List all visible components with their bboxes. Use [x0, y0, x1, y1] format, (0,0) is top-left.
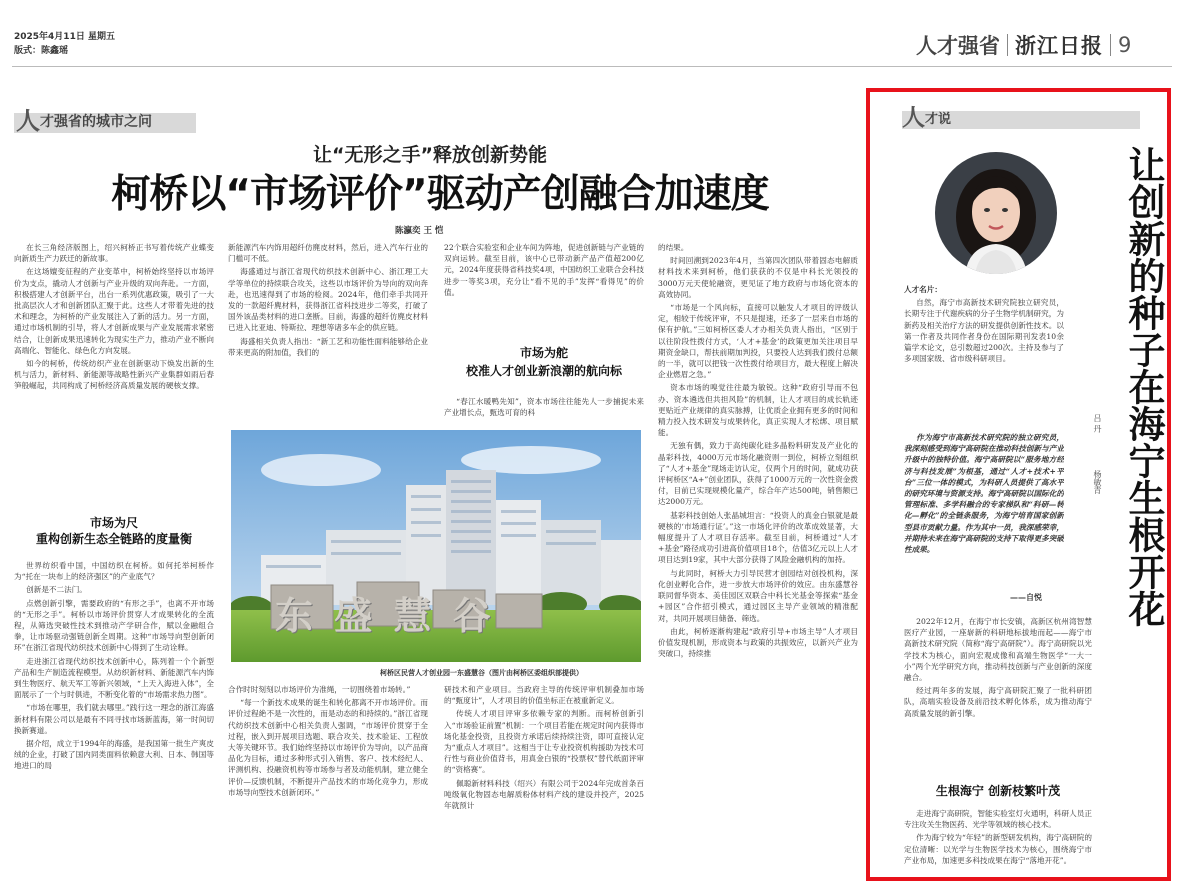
- paragraph: 佩聪新材料科技（绍兴）有限公司于2024年完成首条百吨级氧化物固态电解质粉体材料产线的建设并投产，2025年就预计: [444, 778, 644, 811]
- paragraph: 创新是不二法门。: [26, 585, 87, 595]
- right-body-1: [904, 616, 1092, 752]
- bio-block: [904, 284, 1064, 420]
- section-heading-1: 市场为尺: [89, 516, 138, 530]
- paragraph: 22个联合实验室和企业车间为阵地，促进创新链与产业链的双向运转。截至目前，该中心已带动新产品产值超200亿元，2024年度获得省科技奖4项，中国纺织工业联合会科技进步一等奖3项，充分让“看不见的手”发挥“看得见”的价值。: [444, 243, 644, 297]
- column-1-top: [14, 242, 214, 502]
- paragraph: 由此，柯桥逐渐构建起“政府引导+市场主导”人才项目价值发现机制，形成资本与政策的共振效应，以新兴产业为突破口，持续推: [658, 626, 858, 659]
- right-body-2: [904, 808, 1092, 874]
- right-vertical-title: 让创新的种子在海宁生根开花: [1122, 146, 1165, 627]
- header-rule: [12, 66, 1172, 67]
- editor-credit: 版式：陈鑫瑶: [14, 46, 69, 56]
- section-subheading-1: 重构创新生态全链路的度量衡: [35, 532, 192, 546]
- bio-title: 人才名片：: [904, 285, 942, 294]
- paragraph: “春江水暖鸭先知”，资本市场往往能先人一步捕捉未来产业增长点，甄选可育的科: [444, 397, 644, 418]
- paragraph: 走进海宁高研院，智能实验室灯火通明，科研人员正专注攻关生物医药、光学等领域的核心技术。: [904, 809, 1092, 830]
- column-2-bottom: [228, 684, 428, 880]
- paragraph: 新能源汽车内饰用超纤仿麂皮材料，然后，进入汽车行业的门槛可不低。: [228, 243, 428, 264]
- section-banner-text: [16, 106, 152, 134]
- issue-date: 2025年4月11日 星期五: [14, 32, 115, 42]
- paragraph: 2022年12月，在海宁市长安镇，高新区杭州湾智慧医疗产业园，一座崭新的科研地标拔地而起——海宁市高新技术研究院（简称“海宁高研院”）。海宁高研院以光学技术为核心，面向宏观成像和高端生物医学“一大一小”两个光学研究方向，推动科技创新与产业创新的深度融合。: [904, 617, 1092, 683]
- bio-text: 自然，海宁市高新技术研究院独立研究员，长期专注于代谢疾病的分子生物学机制研究，为新药及相关治疗方法的研发提供创新性技术。以第一作者及共同作者身份在国际期刊发表10余篇学术论文，总引数超过200次。主持及参与了多项国家级、省市级科研项目。: [904, 298, 1064, 364]
- paper-name: 浙江日报: [1015, 33, 1103, 58]
- paragraph: 基彩科技创始人张晶城坦言：“投资人的真金白银就是最硬核的‘市场通行证’。”这一市场化评价的改革成效显著，大幅度提升了人才项目存活率。截至目前，柯桥通过“人才+基金”路径成功引进高价值项目18个，估值3亿元以上人才项目达到19家，其中大部分获得了风险金融机构的加持。: [658, 510, 858, 565]
- paragraph: 在长三角经济版图上，绍兴柯桥正书写着传统产业蝶变向新质生产力跃迁的新故事。: [14, 243, 214, 264]
- paragraph: “每一个新技术成果的诞生和转化都离不开市场评价。而评价过程絶不是一次性的，而是动态的和持续的。”浙江省现代纺织技术创新中心相关负责人强调，“市场评价贯穿于全过程，嵌入到开展项目选题、联合攻关、技术验证、工程放大等关键环节。我们始终坚持以市场评价为导向，以产品商品化为目标，通过多种形式引入销售、客户、技术经纪人、评测机构、投融资机构等市场参与者及动能机制，建立健全评价—反馈机制，不断提升产品技术的市场化竞争力，形成市场导向型技术创新闭环。”: [228, 698, 428, 797]
- column-3-bottom: [444, 684, 644, 880]
- page-masthead: [916, 28, 1131, 62]
- paragraph: 与此同时，柯桥大力引导民营才创园结对创投机构，深化创业孵化合作，进一步放大市场评价的效应。由东盛慧谷联同督华资本、美佳园区双联合中科长光基金等探索“基金+园区”合作招引模式，通过园区主导产业领域的精准配对，共同开展项目储备、筛选。: [658, 568, 858, 623]
- right-banner-text: [902, 103, 951, 131]
- article-byline: 陈瀛奕 王 恺: [395, 226, 444, 236]
- paragraph: 据介绍，成立于1994年的海盛，是我国第一批生产爽皮绒的企业，打破了国内同类面料依赖意大利、日本、韩国等地进口的局: [14, 739, 214, 771]
- right-banner-title: 才说: [925, 112, 952, 127]
- right-banner-big-char: 人: [902, 105, 925, 131]
- article-headline: 柯桥以“市场评价”驱动产创融合加速度: [111, 172, 769, 217]
- right-subheading: 生根海宁 创新枝繁叶茂: [935, 784, 1061, 798]
- quote-text: 作为海宁市高新技术研究院的独立研究员，我深刻感受到海宁高研院在推动科技创新与产业升级中的独特价值。海宁高研院以“服务地方经济与科技发展”为根基，通过“人才+技术+平台”三位一体的模式，为科研人员提供了高水平的研究环境与资源支持。海宁高研院以国际化的管理标准、多学科融合的专家梯队和“科研—转化—孵化”的全链条服务，为海宁培育国家创新型县市贡献力量。作为其中一员，我深感荣幸，并期待未来在海宁高研院的支持下取得更多突破性成果。: [904, 433, 1064, 555]
- paragraph: 世界纺织看中国，中国纺织在柯桥。如何托举柯桥作为“托在一块布上的经济强区”的产业底气？: [14, 561, 214, 582]
- banner-title: 才强省的城市之问: [40, 114, 152, 130]
- paragraph: 研技术和产业项目。当政府主导的传统评审机制叠加市场的“甄度计”，人才项目的价值坐标正在被重新定义。: [444, 685, 644, 706]
- column-4: [658, 242, 858, 880]
- author-name: 吕 丹: [1093, 414, 1102, 433]
- section-subheading-2: 校准人才创业新浪潮的航向标: [465, 364, 622, 378]
- banner-big-char: 人: [16, 107, 40, 135]
- paragraph: 点燃创新引擎，需要政府的“有形之手”，也离不开市场的“无形之手”。柯桥以市场评价贯穿人才成果转化的全流程，从筛选突破性技术到推动产学研合作，赋以金融组合拳，让市场驱动强链创新全周期。这种“市场导向型创新闭环”在浙江省现代纺织技术创新中心得到了生动诠释。: [14, 598, 214, 653]
- paragraph: 作为海宁较为“年轻”的新型研发机构，海宁高研院的定位清晰：以光学与生物医学技术为核心，围绕海宁市产业布局，加速更多科技成果在海宁“落地开花”。: [904, 833, 1092, 865]
- section-heading-2: 市场为舵: [519, 346, 568, 360]
- column-2-top: [228, 242, 428, 422]
- portrait-icon: [935, 152, 1057, 274]
- paragraph: 资本市场的嗅觉往往最为敏锐。这种“政府引导而不包办、资本遴选但共担风险”的机制，让人才项目的成长轨迹更贴近产业规律的真实脉搏，让优质企业拥有更多的时间和精力投入技术研发与成果转化，真正实现人才松绑、项目赋能。: [658, 383, 858, 438]
- paragraph: 合作时时刻刻以市场评价为准绳，一切围绕着市场转。”: [228, 685, 411, 694]
- column-3-top: [444, 242, 644, 334]
- portrait-illustration: [935, 152, 1057, 274]
- paragraph: 的结果。: [658, 243, 689, 252]
- quote-signature: ——自悦: [1010, 593, 1042, 602]
- column-3-intro: [444, 396, 644, 422]
- paragraph: 如今的柯桥，传统纺织产业在创新驱动下焕发出新的生机与活力，新材料、新能源等战略性新兴产业集群如雨后春笋般崛起，共同构成了柯桥经济高质量发展的硬核支撑。: [14, 359, 214, 391]
- paragraph: 无独有偶，致力于高纯碳化硅多晶粉料研发及产业化的晶彩科技，4000万元市场化融资则一到位，柯桥立刻组织了“人才+基金”现场走访认定，仅两个月的时间，就成功获评柯桥区“A+”创业团队，获得了1000万元的一次性资金拨付，目前已实现规模化量产，综合年产达500吨，销售额已达2000万元。: [658, 441, 858, 507]
- quote-block: [904, 432, 1064, 590]
- page-number: 9: [1118, 33, 1132, 57]
- paragraph: “市场是一个风向标，直接可以触发人才项目的评级认定，相较于传统评审，不只是提速，还多了一层来自市场的保有护航。”三如柯桥区委人才办相关负责人指出，“区别于以往阶段性拨付方式，‘人才+基金’的政策更加关注项目早期资金缺口，帮扶前期加判投，只要投人达到我们拨付总额的一半，就可以把钱一次性拨付给项目方，最大程度上解决企业燃眉之急。”: [658, 303, 858, 380]
- photo-caption: 柯桥区民营人才创业园一东盛慧谷（图片由柯桥区委组织部提供）: [380, 669, 583, 677]
- photo-sign-text: 东 盛 慧 谷: [275, 593, 495, 638]
- section-name: 人才强省: [916, 34, 1000, 58]
- paragraph: “市场在哪里，我们就去哪里。”践行这一理念的浙江海盛新材料有限公司以是最有不同寻找市场新蓝海，第一时间切换新赛道。: [14, 703, 214, 735]
- column-1-bottom: [14, 560, 214, 880]
- author-role: 杨敏青: [1093, 470, 1102, 494]
- paragraph: 经过两年多的发展，海宁高研院汇聚了一批科研团队，高端实验设备及前沿技术孵化体系，成为推动海宁高质量发展的新引擎。: [904, 686, 1092, 718]
- paragraph: 时间回溯到2023年4月，当第四次团队带着固态电解质材料技术来到柯桥，他们获获的不仅是中科长光领投的3000万元天使轮融资，更见证了地方政府与市场化资本的高效协同。: [658, 256, 858, 299]
- article-photo: [231, 430, 641, 662]
- paragraph: 海盛相关负责人指出：“新工艺和功能性面料能够给企业带来更高的附加值，我们的: [228, 336, 428, 357]
- paragraph: 传统人才项目评审多依赖专家的判断。而柯桥创新引入“市场验证前置”机制：一个项目若能在规定时间内获得市场化基金投资，且投资方承诺后续持续注资，即可直接认定为“重点人才项目”。这相当于让专业投资机构援助为技术可行性与商业价值背书，用真金白银的“投票权”替代纸面评审的“资格赛”。: [444, 709, 644, 775]
- paragraph: 海盛通过与浙江省现代纺织技术创新中心、浙江理工大学等单位的持续联合攻关，这些以市场评价为导向的双向奔赴，也迅速得到了市场的检阅。2024年，他们牵手共同开发的一款超纤麂材料，获得浙江省科技进步二等奖，打破了国外该品类材料的进口垄断。目前，海盛的超纤仿麂皮材料已进入比亚迪、特斯拉、理想等诸多车企的供应链。: [228, 267, 428, 333]
- article-subheadline: 让“无形之手”释放创新势能: [313, 144, 547, 166]
- paragraph: 在这场嬗变征程的产业变革中，柯桥始终坚持以市场评价为支点，撬动人才创新与产业升级的双向奔赴。一方面，积极搭建人才创新平台，出台一系列优惠政策，吸引了一大批高层次人才和创新团队汇聚于此。这些人才带着先进的技术和理念，为柯桥的产业发展注入了新的活力。另一方面，通过市场机制的引导，将人才创新成果与产业发展需求紧密结合，让创新成果迅速转化为现实生产力，推动产业不断向高端化、智能化、绿色化方向发展。: [14, 267, 214, 355]
- paragraph: 走进浙江省现代纺织技术创新中心，陈列着一个个新型产品和生产制造流程模型。从纺织新材料、新能源汽车内饰到生物医疗、航天军工等新兴领域，“上天入海进入体”，全面展示了一个与时俱进，不断变化着的“市场需求热力图”。: [14, 656, 214, 700]
